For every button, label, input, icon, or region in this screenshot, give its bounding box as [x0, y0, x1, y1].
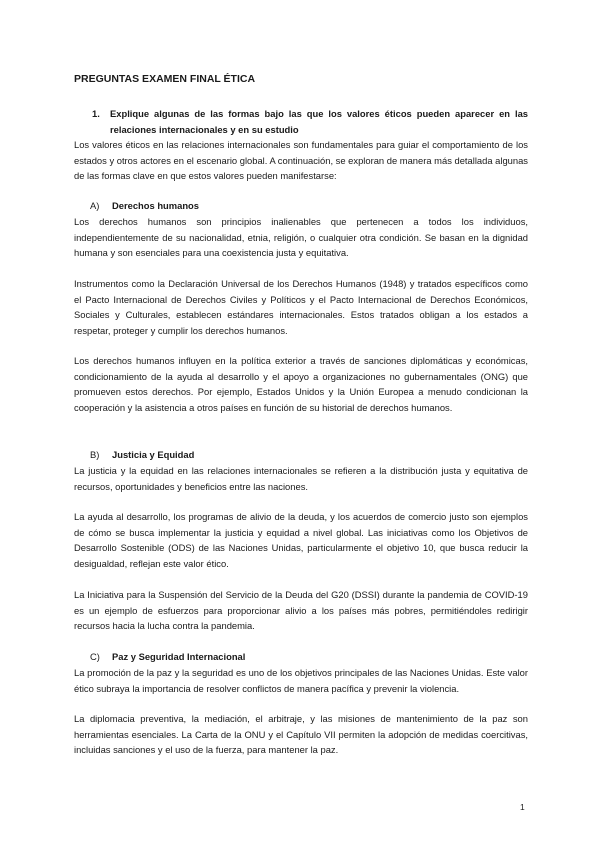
section-b-paragraph-3: La Iniciativa para la Suspensión del Servicio de la Deuda del G20 (DSSI) durante la pandemia de COVID-19 es un ejemplo de esfuerzos para proporcionar alivio a los países más pobres, permitiéndoles redirigir recursos hacia la lucha contra la pandemia.	[74, 589, 528, 632]
section-c-paragraph-2: La diplomacia preventiva, la mediación, el arbitraje, y las misiones de mantenimiento de la paz son herramientas esenciales. La Carta de la ONU y el Capítulo VII permiten la adopción de medidas coercitivas, incluidas sanciones y el uso de la fuerza, para mantener la paz.	[74, 713, 528, 756]
page-number: 1	[520, 802, 525, 812]
section-b-label: B)	[90, 449, 100, 460]
section-c-heading	[90, 649, 245, 665]
section-a-paragraph-1: Los derechos humanos son principios inalienables que pertenecen a todos los individuos, independientemente de su nacionalidad, etnia, religión, o cualquier otra condición. Se basan en la dignidad humana y son esenciales para una coexistencia justa y equitativa.	[74, 216, 528, 259]
section-a-heading	[90, 198, 199, 214]
section-b-paragraph-1: La justicia y la equidad en las relaciones internacionales se refieren a la distribución justa y equitativa de recursos, oportunidades y beneficios entre las naciones.	[74, 465, 528, 492]
section-a-paragraph-2: Instrumentos como la Declaración Universal de los Derechos Humanos (1948) y tratados específicos como el Pacto Internacional de Derechos Civiles y Políticos y el Pacto Internacional de Derechos Económicos, Sociales y Culturales, establecen estándares internacionales. Estos tratados obligan a los estados a respetar, proteger y cumplir los derechos humanos.	[74, 278, 528, 336]
section-c-label: C)	[90, 651, 100, 662]
question-number: 1.	[92, 108, 100, 119]
intro-paragraph: Los valores éticos en las relaciones internacionales son fundamentales para guiar el comportamiento de los estados y otros actores en el escenario global. A continuación, se exploran de manera más detallada algunas de las formas clave en que estos valores pueden manifestarse:	[74, 139, 528, 182]
section-c-paragraph-1: La promoción de la paz y la seguridad es uno de los objetivos principales de las Naciones Unidas. Este valor ético subraya la importancia de resolver conflictos de manera pacífica y prevenir la violencia.	[74, 667, 528, 694]
section-b-title: Justicia y Equidad	[112, 449, 195, 460]
section-c-title: Paz y Seguridad Internacional	[112, 651, 246, 662]
section-b-heading	[90, 447, 194, 463]
question-1	[92, 106, 528, 137]
section-a-title: Derechos humanos	[112, 200, 200, 211]
section-a-paragraph-3: Los derechos humanos influyen en la política exterior a través de sanciones diplomáticas y económicas, condicionamiento de la ayuda al desarrollo y el apoyo a organizaciones no gubernamentales (ONG) que promueven estos derechos. Por ejemplo, Estados Unidos y la Unión Europea a menudo condicionan la cooperación y la asistencia a otros países en función de su historial de derechos humanos.	[74, 355, 528, 413]
question-text: Explique algunas de las formas bajo las que los valores éticos pueden aparecer en las relaciones internacionales y en su estudio	[110, 108, 528, 135]
document-title: PREGUNTAS EXAMEN FINAL ÉTICA	[74, 73, 256, 85]
section-a-label: A)	[90, 200, 100, 211]
section-b-paragraph-2: La ayuda al desarrollo, los programas de alivio de la deuda, y los acuerdos de comercio justo son ejemplos de cómo se busca implementar la justicia y equidad a nivel global. Las iniciativas como los Objetivos de Desarrollo Sostenible (ODS) de las Naciones Unidas, particularmente el objetivo 10, que busca reducir la desigualdad, reflejan este valor ético.	[74, 511, 528, 569]
